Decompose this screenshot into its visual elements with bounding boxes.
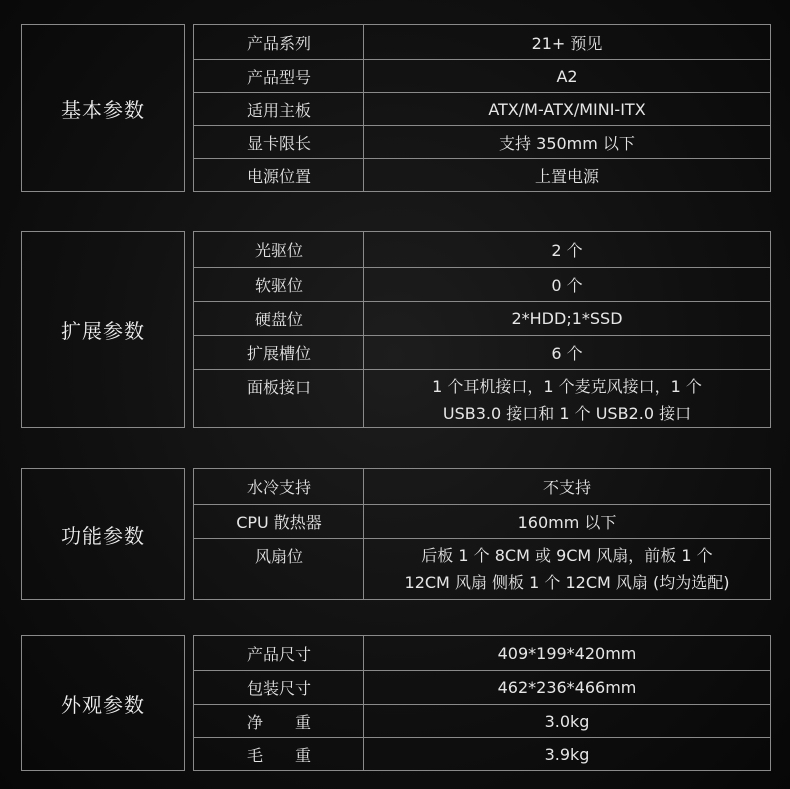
spec-key: 水冷支持: [246, 478, 311, 497]
table-row: [194, 504, 770, 538]
table-row: [194, 59, 770, 92]
spec-section-expansion: [21, 231, 771, 428]
table-row: [194, 158, 770, 191]
spec-value: 462*236*466mm: [497, 678, 637, 697]
spec-value: 不支持: [542, 478, 591, 497]
spec-key: 风扇位: [254, 547, 303, 566]
table-row: [194, 469, 770, 504]
spec-key: 净 重: [246, 712, 311, 732]
table-row: [194, 636, 770, 670]
section-title: 基本参数: [21, 24, 185, 192]
spec-value: 409*199*420mm: [497, 643, 637, 663]
spec-key: 产品型号: [246, 67, 311, 87]
spec-section-function: [21, 468, 771, 600]
spec-key: 电源位置: [246, 166, 311, 186]
table-row: [194, 704, 770, 737]
section-title: 扩展参数: [21, 231, 185, 428]
spec-value: [364, 370, 770, 427]
spec-value-line: 后板 1 个 8CM 或 9CM 风扇，前板 1 个: [421, 546, 713, 565]
spec-key: 毛 重: [246, 745, 311, 765]
spec-value: ATX/M-ATX/MINI-ITX: [488, 99, 646, 119]
spec-key: 产品尺寸: [246, 644, 311, 664]
spec-key: 适用主板: [246, 100, 311, 120]
spec-key: 扩展槽位: [246, 344, 311, 363]
table-row: [194, 92, 770, 125]
spec-value: 0 个: [551, 276, 583, 295]
spec-value: 上置电源: [534, 166, 599, 186]
spec-section-appearance: [21, 635, 771, 771]
spec-key: CPU 散热器: [236, 513, 322, 532]
spec-key: 显卡限长: [246, 133, 311, 153]
table-row: [194, 538, 770, 599]
spec-table: [193, 635, 771, 771]
section-title: 外观参数: [21, 635, 185, 771]
table-row: [194, 125, 770, 158]
spec-key: 产品系列: [246, 33, 311, 53]
section-title: 功能参数: [21, 468, 185, 600]
table-row: [194, 737, 770, 770]
spec-value: 2*HDD;1*SSD: [511, 309, 623, 328]
table-row: [194, 335, 770, 369]
spec-key: 软驱位: [254, 276, 303, 295]
table-row: [194, 25, 770, 59]
spec-value: 6 个: [551, 344, 583, 363]
table-row: [194, 232, 770, 267]
spec-key: 面板接口: [246, 378, 311, 397]
spec-value: A2: [556, 66, 578, 86]
spec-key: 光驱位: [254, 241, 303, 260]
table-row: [194, 369, 770, 427]
spec-table: [193, 468, 771, 600]
table-row: [194, 301, 770, 335]
spec-value: 3.0kg: [544, 711, 590, 731]
spec-value-line: 12CM 风扇 侧板 1 个 12CM 风扇 (均为选配): [404, 573, 730, 592]
spec-table: [193, 231, 771, 428]
spec-section-basic: [21, 24, 771, 192]
spec-key: 硬盘位: [254, 310, 303, 329]
spec-value-line: USB3.0 接口和 1 个 USB2.0 接口: [442, 404, 692, 423]
table-row: [194, 267, 770, 301]
table-row: [194, 670, 770, 704]
spec-value-line: 1 个耳机接口，1 个麦克风接口，1 个: [432, 377, 702, 396]
spec-table: [193, 24, 771, 192]
spec-value: 21+ 预见: [531, 33, 603, 53]
spec-value: 3.9kg: [544, 744, 590, 764]
spec-value: 2 个: [551, 241, 583, 260]
spec-value: 支持 350mm 以下: [499, 133, 635, 153]
spec-key: 包装尺寸: [246, 679, 311, 698]
spec-value: [364, 539, 770, 599]
spec-value: 160mm 以下: [517, 513, 617, 532]
